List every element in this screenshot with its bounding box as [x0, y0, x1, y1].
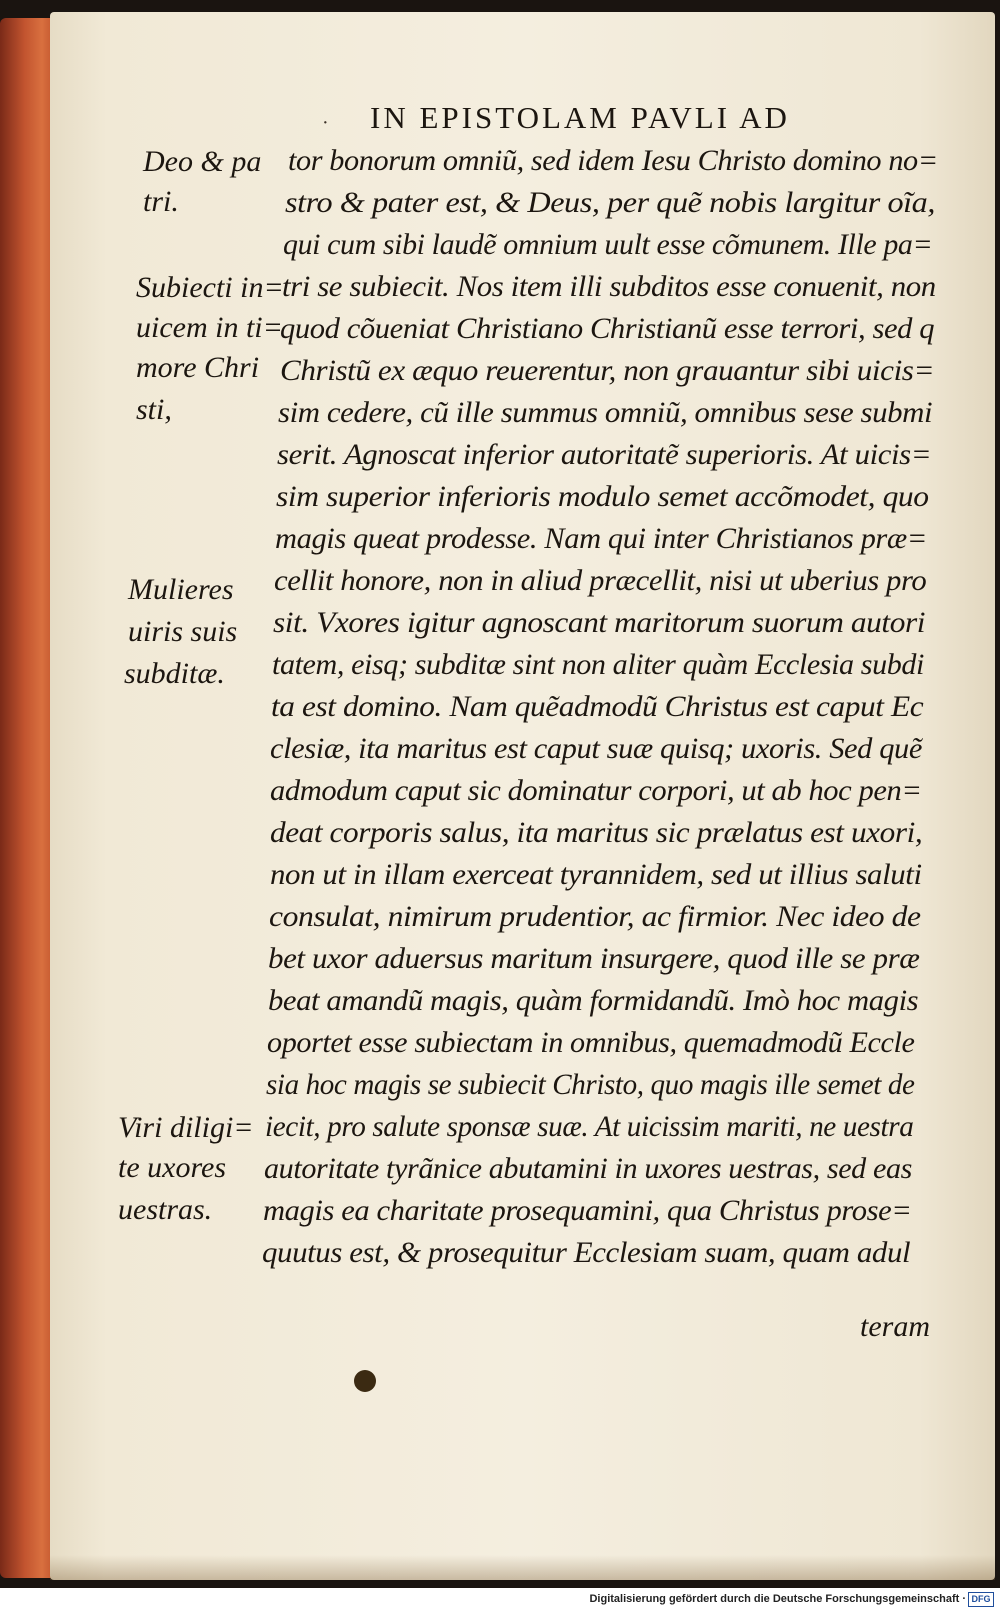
body-line: qui cum sibi laudẽ omnium uult esse cõmunem. Ille pa= [283, 228, 933, 261]
body-line: serit. Agnoscat inferior autoritatẽ superioris. At uicis= [277, 438, 932, 471]
body-line: Christũ ex æquo reuerentur, non grauantur sibi uicis= [280, 354, 935, 387]
body-line: autoritate tyrãnice abutamini in uxores uestras, sed eas [264, 1152, 912, 1185]
body-line: quod cõueniat Christiano Christianũ esse terrori, sed q [280, 312, 935, 345]
body-line: magis queat prodesse. Nam qui inter Christianos præ= [275, 522, 927, 555]
body-line: consulat, nimirum prudentior, ac firmior. Nec ideo de [269, 900, 921, 933]
margin-note-line: uestras. [118, 1193, 213, 1226]
running-head: IN EPISTOLAM PAVLI AD [370, 100, 790, 135]
body-line: cellit honore, non in aliud præcellit, nisi ut uberius pro [274, 564, 927, 597]
body-line: sim superior inferioris modulo semet accõmodet, quo [276, 480, 929, 513]
margin-note-line: Subiecti in= [136, 271, 284, 304]
margin-note-line: uiris suis [128, 615, 238, 648]
margin-note-line: Deo & pa [143, 145, 262, 178]
margin-note-line: subditæ. [124, 657, 225, 690]
body-line: magis ea charitate prosequamini, qua Christus prose= [263, 1194, 912, 1227]
ink-dot [354, 1370, 376, 1392]
body-line: sit. Vxores igitur agnoscant maritorum suorum autori [273, 606, 926, 639]
body-line: clesiæ, ita maritus est caput suæ quisq; uxoris. Sed quẽ [270, 732, 923, 765]
margin-note-line: tri. [143, 185, 179, 218]
body-line: admodum caput sic dominatur corpori, ut ab hoc pen= [270, 774, 922, 807]
body-line: beat amandũ magis, quàm formidandũ. Imò hoc magis [268, 984, 919, 1017]
body-line: tri se subiecit. Nos item illi subditos esse conuenit, non [282, 270, 936, 303]
margin-note-line: Viri diligi= [118, 1111, 254, 1144]
body-line: iecit, pro salute sponsæ suæ. At uicissim mariti, ne uestra [265, 1110, 914, 1143]
body-line: sia hoc magis se subiecit Christo, quo magis ille semet de [266, 1068, 915, 1101]
body-line: deat corporis salus, ita maritus sic prælatus est uxori, [270, 816, 923, 849]
body-line: ta est domino. Nam quẽadmodũ Christus est caput Ec [271, 690, 924, 723]
margin-note-line: sti, [136, 393, 172, 426]
margin-note-line: te uxores [118, 1151, 227, 1184]
margin-note-line: Mulieres [128, 573, 234, 606]
body-line: oportet esse subiectam in omnibus, quemadmodũ Eccle [267, 1026, 915, 1059]
footer-credit: Digitalisierung gefördert durch die Deutsche Forschungsgemeinschaft · [589, 1593, 966, 1605]
catchword: teram [860, 1310, 930, 1343]
body-line: tatem, eisq; subditæ sint non aliter quàm Ecclesia subdi [272, 648, 925, 681]
body-line: tor bonorum omniũ, sed idem Iesu Christo domino no= [288, 144, 938, 177]
head-mark: · [322, 112, 329, 134]
margin-note-line: uicem in ti= [136, 311, 283, 344]
dfg-logo: DFG [968, 1592, 994, 1607]
body-line: stro & pater est, & Deus, per quẽ nobis largitur oĩa, [285, 186, 935, 219]
body-line: bet uxor aduersus maritum insurgere, quod ille se præ [268, 942, 920, 975]
margin-note-line: more Chri [136, 351, 260, 384]
body-line: quutus est, & prosequitur Ecclesiam suam, quam adul [262, 1236, 911, 1269]
body-line: sim cedere, cũ ille summus omniũ, omnibus sese submi [278, 396, 933, 429]
body-line: non ut in illam exerceat tyrannidem, sed ut illius saluti [270, 858, 922, 891]
